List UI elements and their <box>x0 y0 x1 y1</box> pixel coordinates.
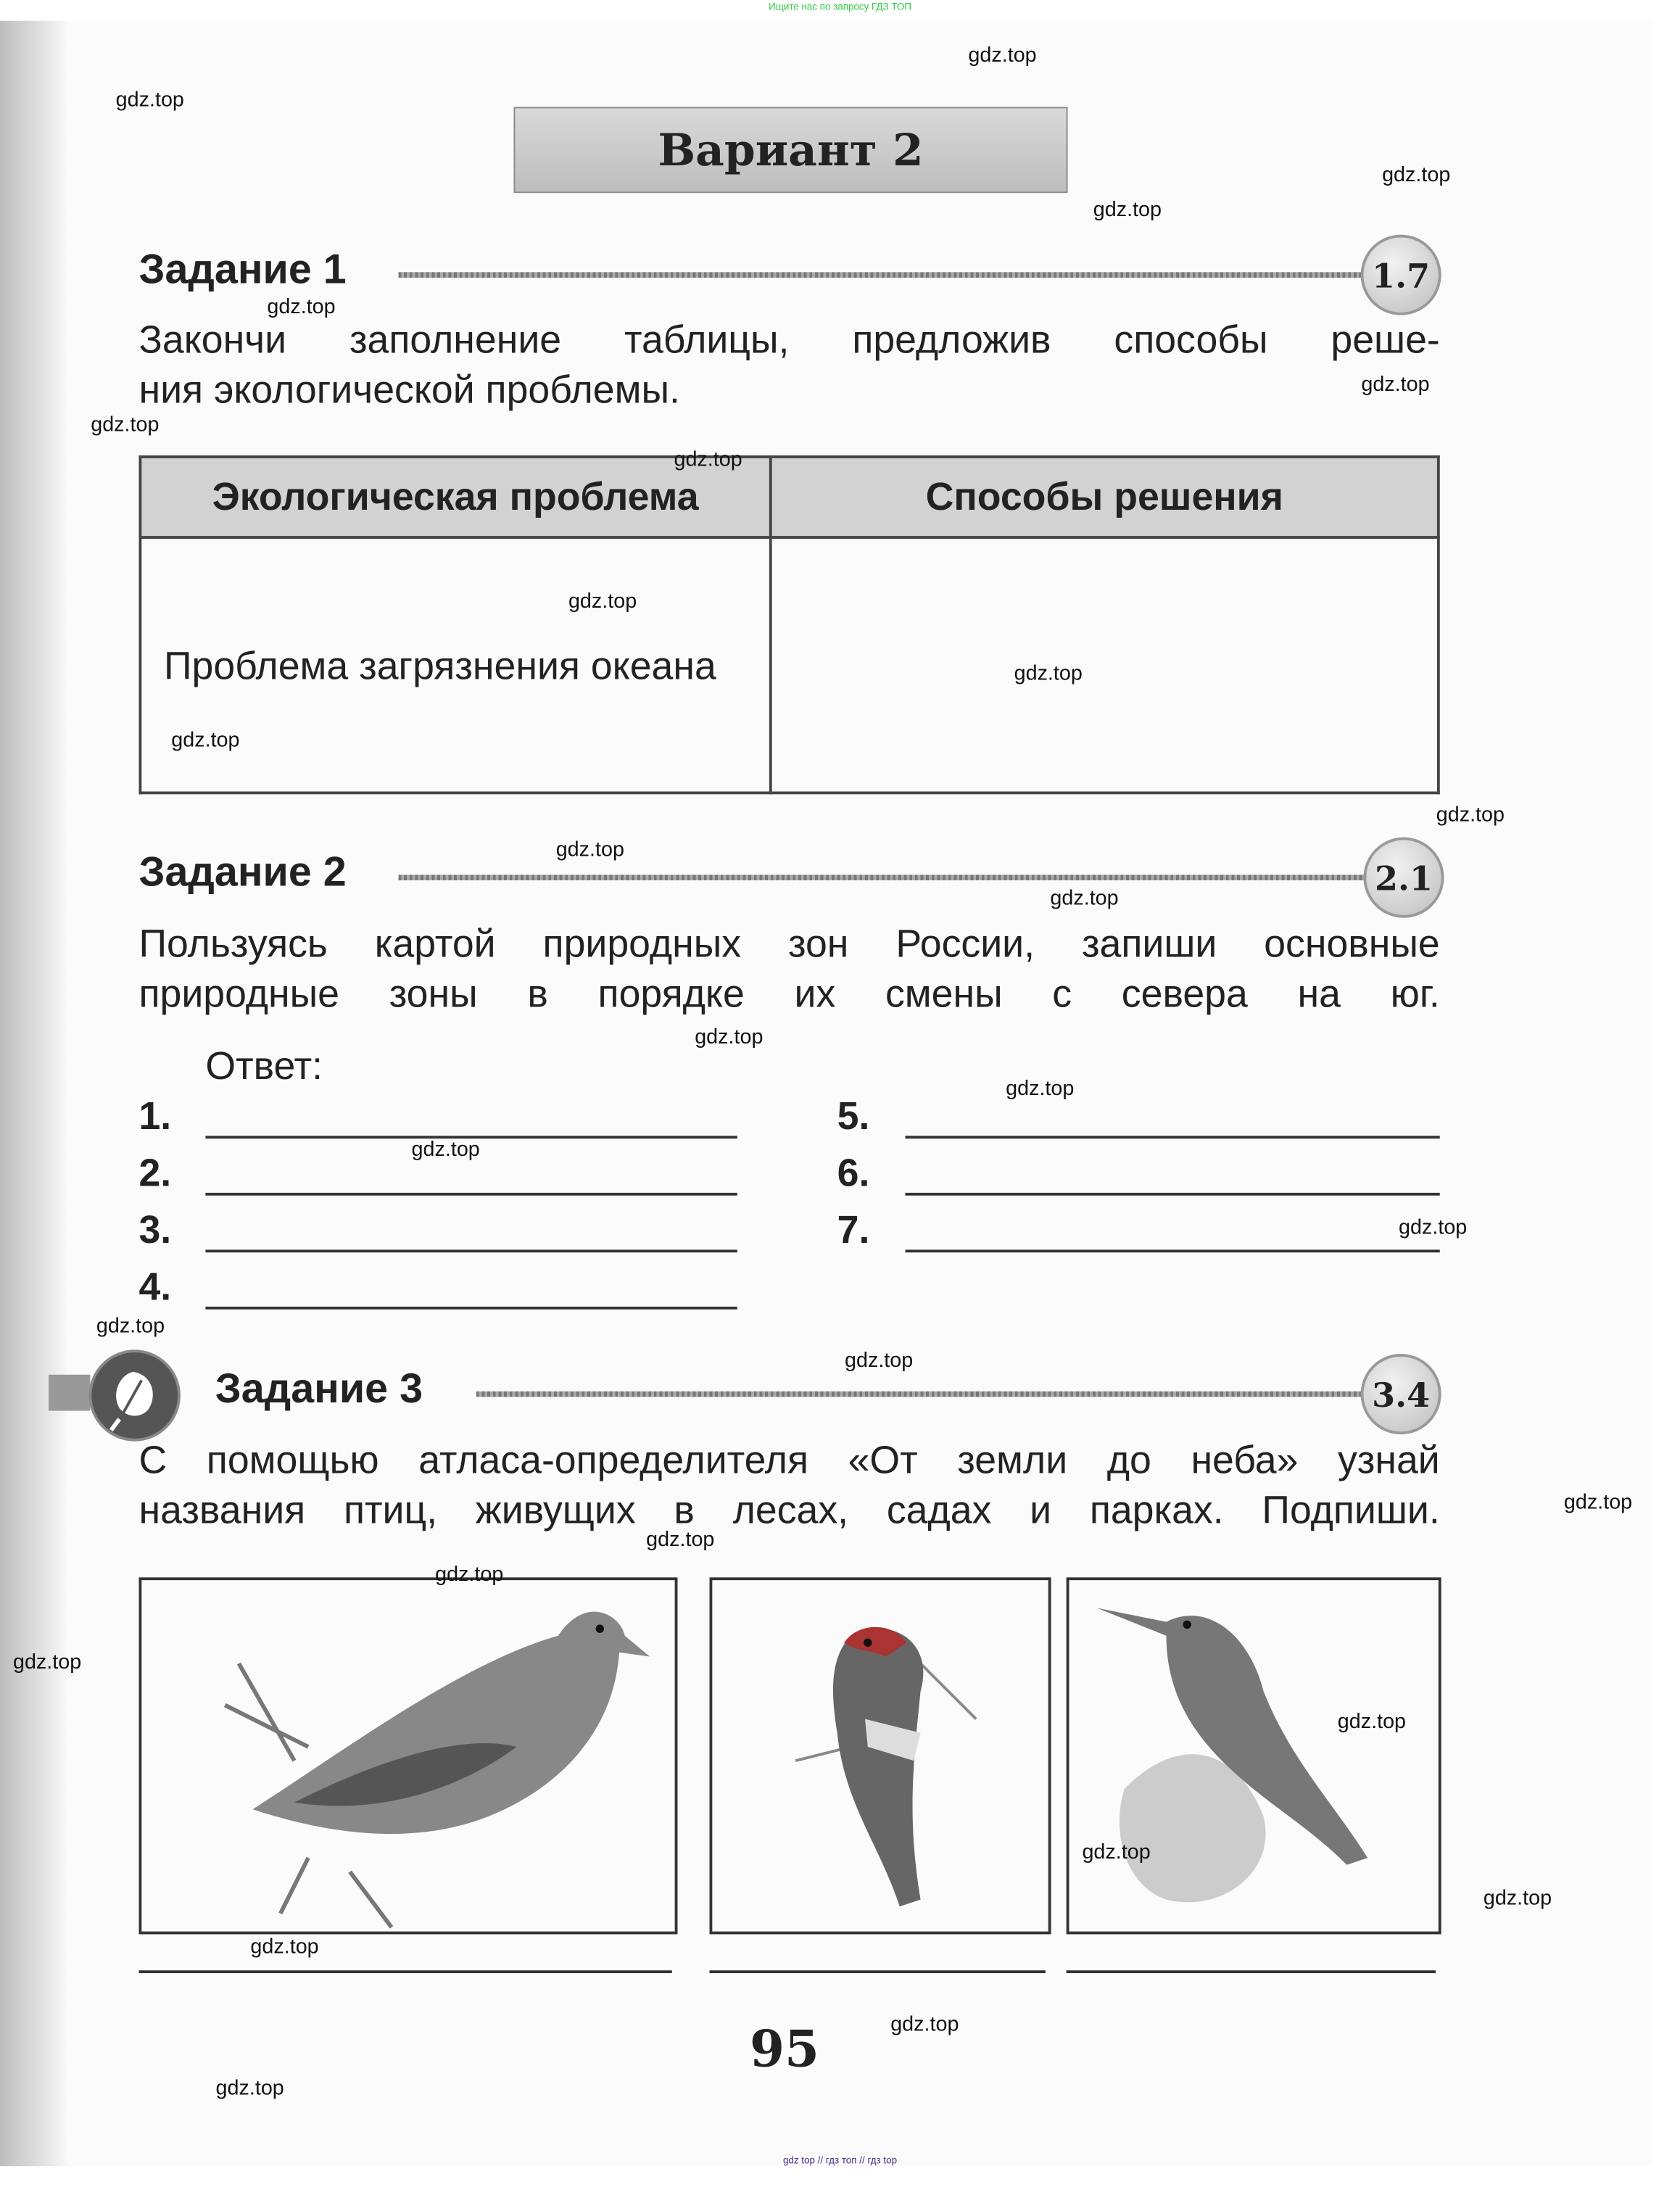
answer-number: 6. <box>837 1151 870 1194</box>
answer-number: 5. <box>837 1094 870 1138</box>
bottom-note[interactable]: gdz top // гдз топ // гдз top <box>782 2156 898 2167</box>
watermark: gdz.top <box>215 2076 284 2101</box>
watermark: gdz.top <box>1050 886 1119 911</box>
answer-line[interactable] <box>906 1193 1440 1196</box>
watermark: gdz.top <box>674 447 742 472</box>
task2-badge: 2.1 <box>1363 838 1444 918</box>
watermark: gdz.top <box>1082 1840 1151 1864</box>
answer-number: 2. <box>138 1151 172 1194</box>
answer-number: 7. <box>837 1207 870 1252</box>
watermark: gdz.top <box>1483 1886 1552 1910</box>
watermark: gdz.top <box>250 1935 319 1959</box>
watermark: gdz.top <box>91 413 160 437</box>
watermark: gdz.top <box>1337 1710 1407 1734</box>
variant-title <box>514 107 1068 193</box>
answer-number: 3. <box>138 1207 172 1252</box>
watermark: gdz.top <box>115 88 184 112</box>
watermark: gdz.top <box>646 1528 715 1552</box>
watermark: gdz.top <box>1399 1215 1468 1240</box>
answer-line[interactable] <box>205 1307 737 1310</box>
task2-text-line2: природные зоны в порядке их смены с севера на юг. <box>138 972 1440 1015</box>
watermark: gdz.top <box>411 1138 480 1162</box>
watermark: gdz.top <box>568 589 637 613</box>
bird-name-line[interactable] <box>710 1970 1046 1973</box>
watermark: gdz.top <box>695 1025 764 1049</box>
watermark: gdz.top <box>96 1314 165 1339</box>
leaf-icon <box>89 1349 181 1441</box>
bird-name-line[interactable] <box>138 1970 671 1973</box>
watermark: gdz.top <box>1563 1490 1633 1515</box>
watermark: gdz.top <box>1014 661 1083 686</box>
watermark: gdz.top <box>1382 163 1451 187</box>
watermark: gdz.top <box>171 728 240 752</box>
section-marker <box>49 1375 90 1411</box>
watermark: gdz.top <box>435 1563 504 1587</box>
watermark: gdz.top <box>1093 197 1162 222</box>
bird-name-line[interactable] <box>1067 1970 1436 1973</box>
bird-picture-treecreeper <box>1067 1577 1441 1934</box>
watermark: gdz.top <box>1361 373 1430 397</box>
divider <box>399 272 1370 278</box>
table-header: Способы решения <box>771 457 1439 537</box>
task1-text-line2: ния экологической проблемы. <box>138 368 680 411</box>
task1-title: Задание 1 <box>138 247 347 294</box>
table-cell: Проблема загрязнения океана <box>140 537 770 793</box>
watermark: gdz.top <box>12 1650 82 1674</box>
watermark: gdz.top <box>890 2012 959 2037</box>
watermark: gdz.top <box>1006 1077 1075 1101</box>
answer-line[interactable] <box>205 1249 737 1252</box>
solutions-input-cell[interactable] <box>771 537 1439 793</box>
task2-text-line1: Пользуясь картой природных зон России, запиши основные <box>138 922 1440 965</box>
task1-text-line1: Закончи заполнение таблицы, предложив способы реше- <box>138 318 1440 361</box>
divider <box>476 1392 1365 1397</box>
top-note[interactable]: Ищите нас по запросу ГДЗ ТОП <box>769 2 911 13</box>
watermark: gdz.top <box>1436 803 1505 827</box>
variant-title-text: Вариант 2 <box>658 123 924 177</box>
watermark: gdz.top <box>555 838 624 862</box>
watermark: gdz.top <box>845 1349 914 1373</box>
task3-text-line1: С помощью атласа-определителя «От земли до неба» узнай <box>138 1438 1440 1482</box>
watermark: gdz.top <box>267 294 336 319</box>
page-number: 95 <box>750 2020 820 2079</box>
page-shadow <box>0 21 67 2167</box>
table-row <box>140 537 1438 793</box>
table-header: Экологическая проблема <box>140 457 770 537</box>
answer-label: Ответ: <box>205 1044 323 1088</box>
bird-picture-goldfinch <box>710 1577 1051 1934</box>
answer-number: 4. <box>138 1265 172 1308</box>
task1-badge: 1.7 <box>1361 235 1441 315</box>
answer-line[interactable] <box>906 1136 1440 1138</box>
table-header-row <box>140 457 1438 537</box>
ecology-table <box>138 455 1439 794</box>
divider <box>399 875 1370 880</box>
task3-badge: 3.4 <box>1361 1354 1441 1434</box>
answer-number: 1. <box>138 1094 172 1138</box>
task3-title: Задание 3 <box>215 1366 423 1413</box>
bird-picture-dove <box>138 1577 677 1934</box>
answer-line[interactable] <box>205 1193 737 1196</box>
task3-text-line2: названия птиц, живущих в лесах, садах и парках. Подпиши. <box>138 1488 1440 1532</box>
answer-line[interactable] <box>906 1249 1440 1252</box>
watermark: gdz.top <box>968 44 1037 67</box>
task2-title: Задание 2 <box>138 849 347 896</box>
